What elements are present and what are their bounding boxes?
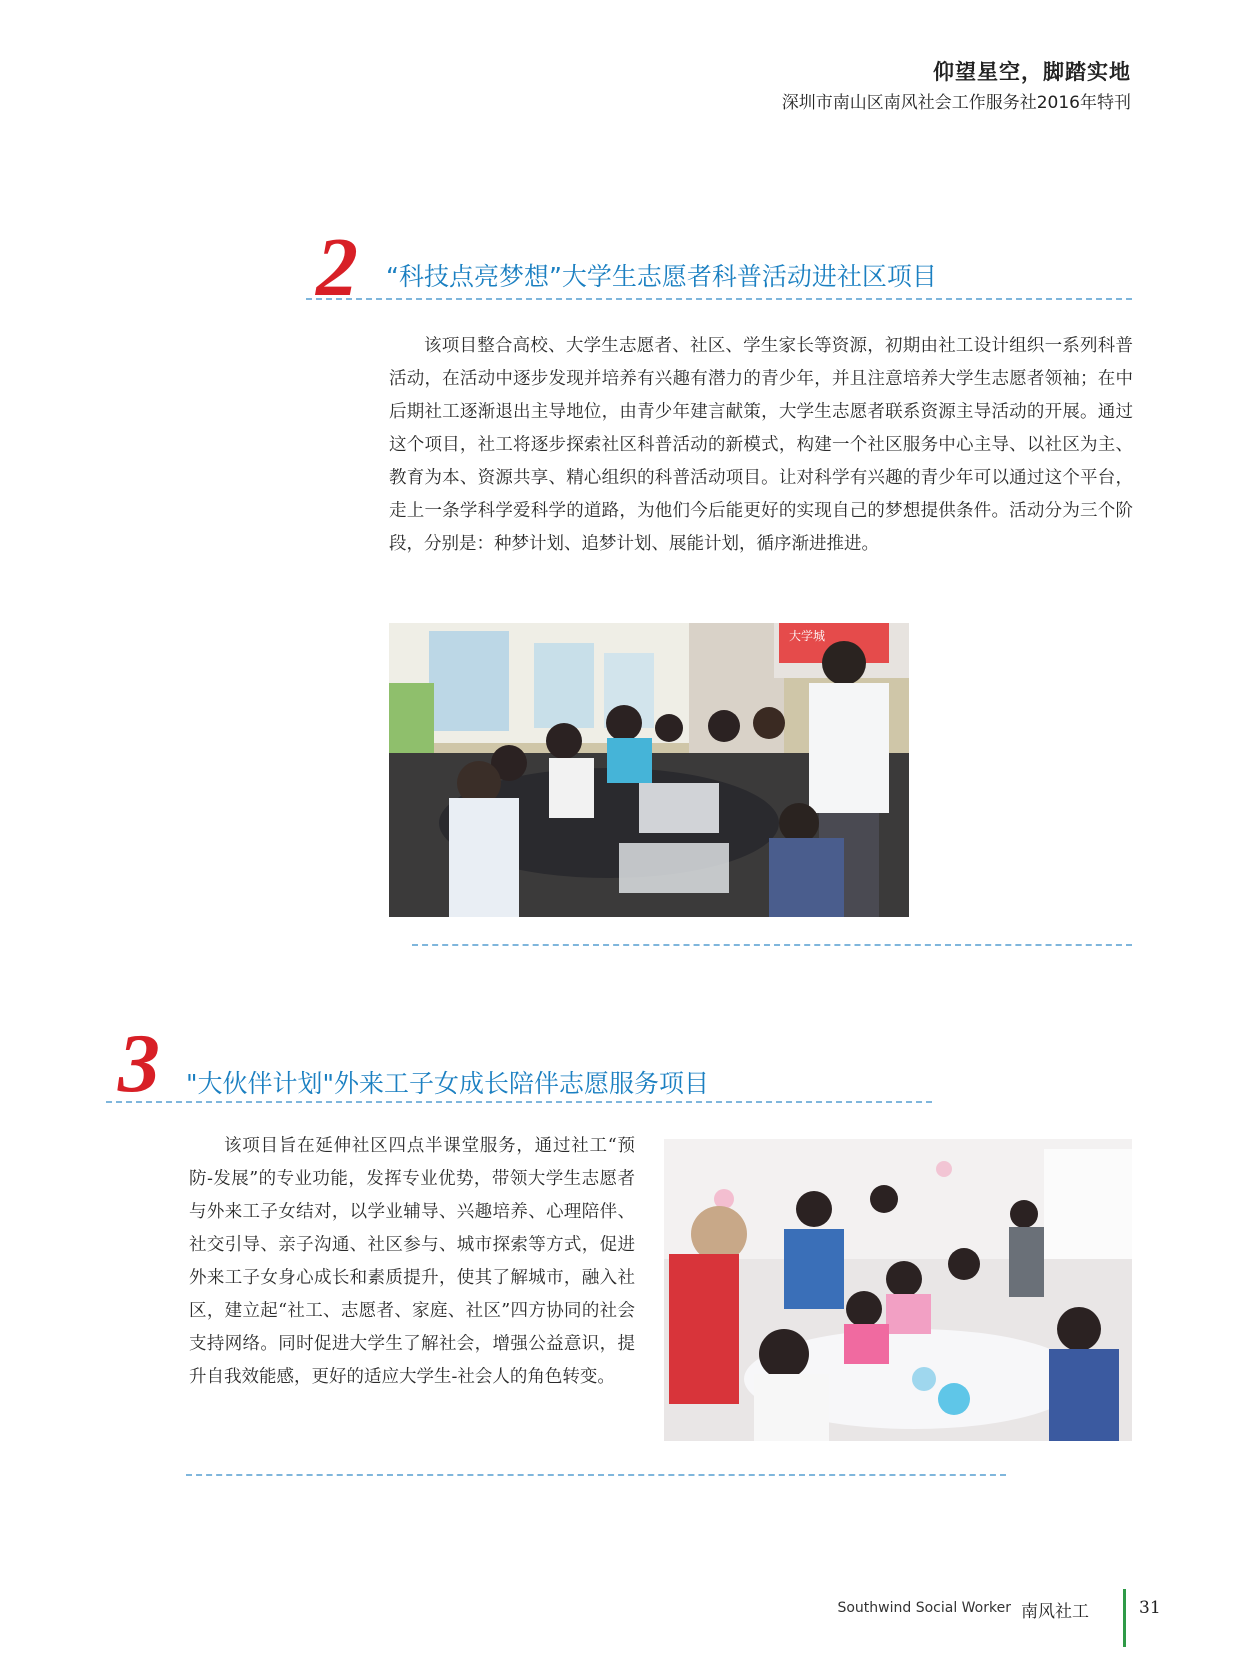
section-3-title: "大伙伴计划"外来工子女成长陪伴志愿服务项目: [186, 1069, 709, 1098]
magazine-subtitle: 深圳市南山区南风社会工作服务社2016年特刊: [781, 93, 1131, 113]
section-2-bottom-divider: [412, 944, 1132, 946]
footer-english-title: Southwind Social Worker: [837, 1600, 1011, 1616]
section-3-bottom-divider: [186, 1474, 1006, 1476]
science-activity-photo: [389, 623, 909, 917]
magazine-slogan: 仰望星空，脚踏实地: [933, 60, 1131, 84]
section-3-body: 该项目旨在延伸社区四点半课堂服务，通过社工“预防-发展”的专业功能，发挥专业优势，带领大学生志愿者与外来工子女结对，以学业辅导、兴趣培养、心理陪伴、社交引导、亲子沟通、社区参与、城市探索等方式，促进外来工子女身心成长和素质提升，使其了解城市，融入社区，建立起“社工、志愿者、家庭、社区”四方协同的社会支持网络。同时促进大学生了解社会，增强公益意识，提升自我效能感，更好的适应大学生-社会人的角色转变。: [189, 1136, 635, 1387]
section-2-title: “科技点亮梦想”大学生志愿者科普活动进社区项目: [386, 262, 937, 291]
page-number: 31: [1139, 1598, 1161, 1618]
section-2-photo: [389, 623, 909, 917]
section-2-number: 2: [316, 221, 358, 314]
section-2-body: 该项目整合高校、大学生志愿者、社区、学生家长等资源，初期由社工设计组织一系列科普活动，在活动中逐步发现并培养有兴趣有潜力的青少年，并且注意培养大学生志愿者领袖；在中后期社工逐渐退出主导地位，由青少年建言献策，大学生志愿者联系资源主导活动的开展。通过这个项目，社工将逐步探索社区科普活动的新模式，构建一个社区服务中心主导、以社区为主、教育为本、资源共享、精心组织的科普活动项目。让对科学有兴趣的青少年可以通过这个平台，走上一条学科学爱科学的道路，为他们今后能更好的实现自己的梦想提供条件。活动分为三个阶段，分别是：种梦计划、追梦计划、展能计划，循序渐进推进。: [389, 336, 1133, 554]
volunteer-activity-photo: [664, 1139, 1132, 1441]
section-3-number: 3: [118, 1017, 160, 1110]
footer-divider-bar: [1123, 1589, 1126, 1647]
section-3-title-divider: [106, 1101, 932, 1103]
section-2-title-divider: [306, 298, 1132, 300]
photo-banner-text: 大学城: [789, 629, 826, 643]
section-3-photo: [664, 1139, 1132, 1441]
footer-chinese-title: 南风社工: [1021, 1602, 1089, 1622]
